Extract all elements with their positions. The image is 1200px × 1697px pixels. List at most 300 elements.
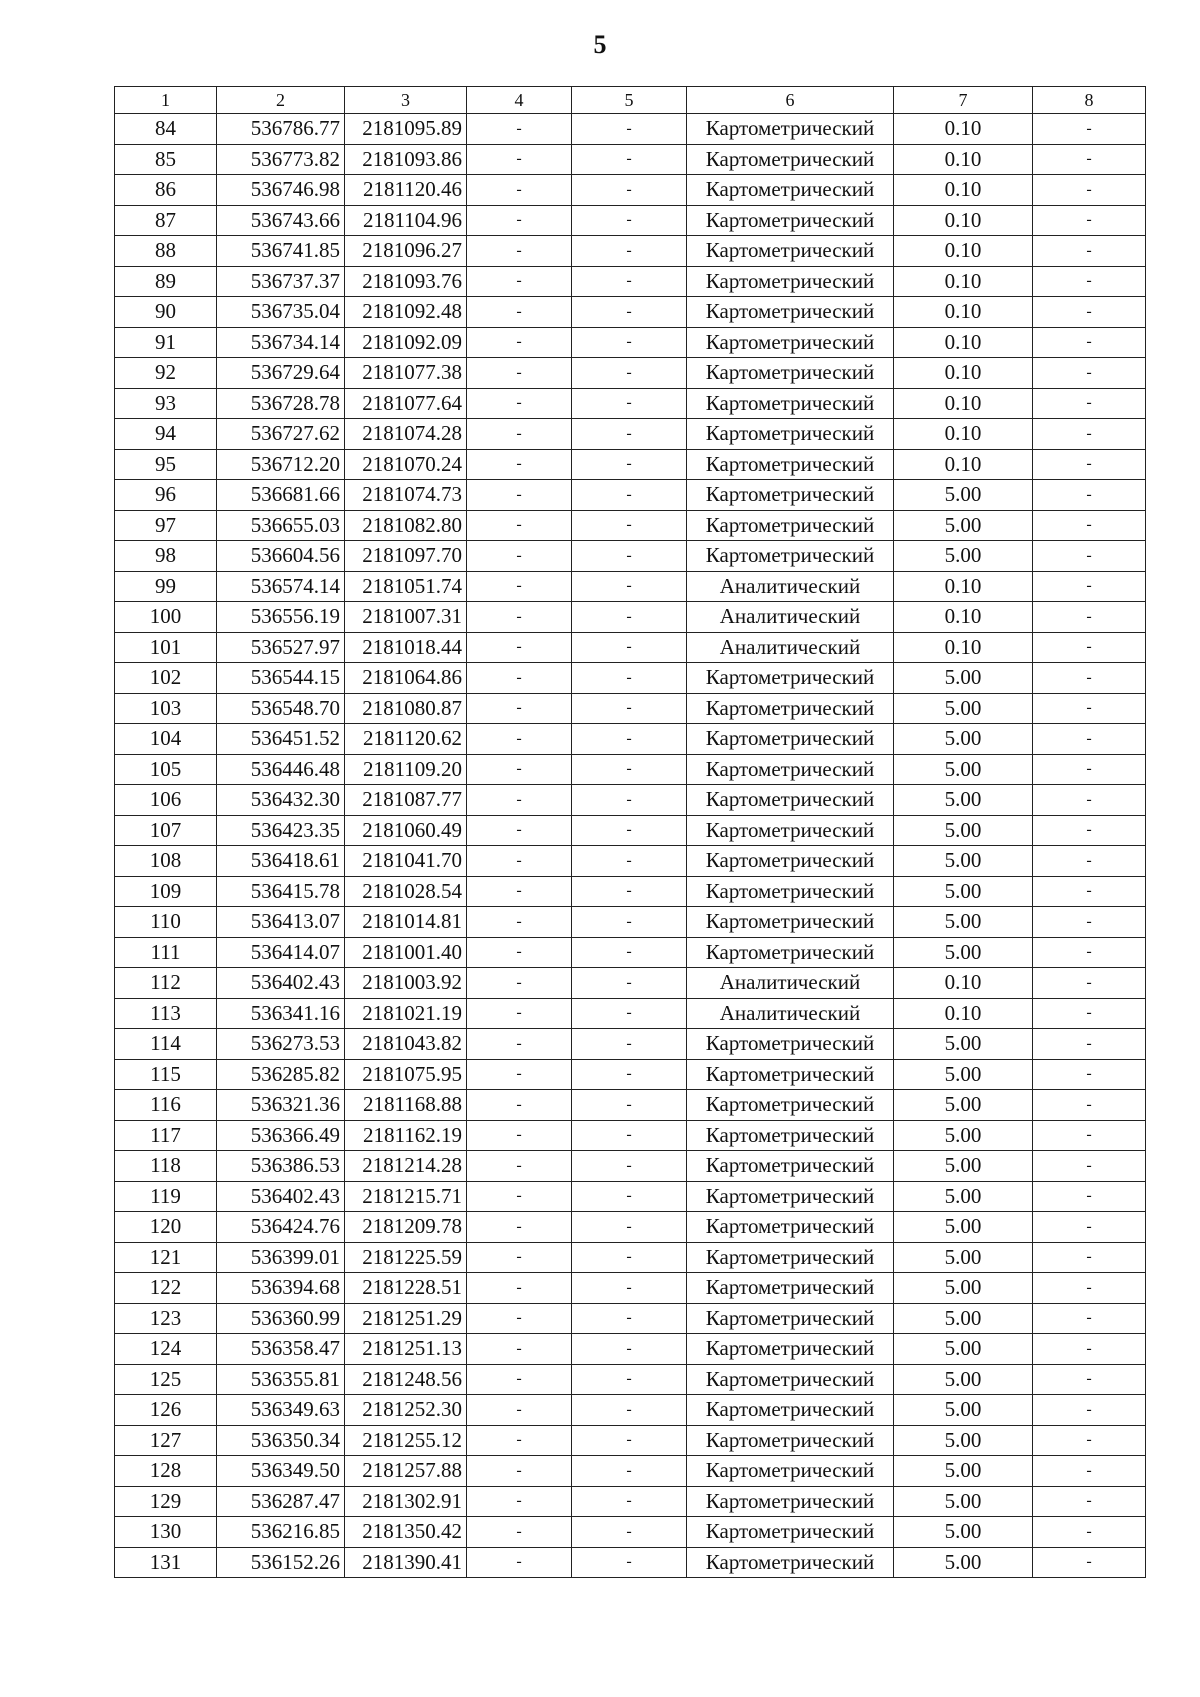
y-coordinate-cell: 2181215.71 <box>345 1181 467 1212</box>
point-number-cell: 92 <box>115 358 217 389</box>
column-8-cell: - <box>1033 1486 1146 1517</box>
column-4-cell: - <box>467 541 572 572</box>
column-4-cell: - <box>467 1151 572 1182</box>
method-cell: Картометрический <box>687 1273 894 1304</box>
table-row <box>115 1395 1146 1426</box>
column-5-cell: - <box>572 998 687 1029</box>
column-4-cell: - <box>467 1303 572 1334</box>
accuracy-cell: 0.10 <box>894 419 1033 450</box>
column-5-cell: - <box>572 876 687 907</box>
x-coordinate-cell: 536432.30 <box>217 785 345 816</box>
accuracy-cell: 0.10 <box>894 114 1033 145</box>
column-5-cell: - <box>572 785 687 816</box>
column-8-cell: - <box>1033 815 1146 846</box>
method-cell: Аналитический <box>687 968 894 999</box>
table-row <box>115 815 1146 846</box>
column-4-cell: - <box>467 1425 572 1456</box>
y-coordinate-cell: 2181350.42 <box>345 1517 467 1548</box>
x-coordinate-cell: 536350.34 <box>217 1425 345 1456</box>
header-cell: 2 <box>217 87 345 114</box>
column-5-cell: - <box>572 1273 687 1304</box>
column-4-cell: - <box>467 1486 572 1517</box>
point-number-cell: 121 <box>115 1242 217 1273</box>
method-cell: Картометрический <box>687 236 894 267</box>
accuracy-cell: 5.00 <box>894 1212 1033 1243</box>
method-cell: Картометрический <box>687 358 894 389</box>
header-cell: 1 <box>115 87 217 114</box>
column-5-cell: - <box>572 1303 687 1334</box>
column-4-cell: - <box>467 724 572 755</box>
column-5-cell: - <box>572 1181 687 1212</box>
page-number: 5 <box>593 30 607 59</box>
method-cell: Картометрический <box>687 1181 894 1212</box>
method-cell: Картометрический <box>687 1059 894 1090</box>
column-4-cell: - <box>467 1212 572 1243</box>
column-4-cell: - <box>467 205 572 236</box>
point-number-cell: 122 <box>115 1273 217 1304</box>
method-cell: Картометрический <box>687 144 894 175</box>
y-coordinate-cell: 2181028.54 <box>345 876 467 907</box>
accuracy-cell: 5.00 <box>894 1425 1033 1456</box>
column-4-cell: - <box>467 907 572 938</box>
method-cell: Картометрический <box>687 205 894 236</box>
table-row <box>115 175 1146 206</box>
accuracy-cell: 0.10 <box>894 236 1033 267</box>
method-cell: Картометрический <box>687 1486 894 1517</box>
column-4-cell: - <box>467 937 572 968</box>
column-5-cell: - <box>572 663 687 694</box>
point-number-cell: 131 <box>115 1547 217 1578</box>
point-number-cell: 126 <box>115 1395 217 1426</box>
x-coordinate-cell: 536451.52 <box>217 724 345 755</box>
y-coordinate-cell: 2181228.51 <box>345 1273 467 1304</box>
column-8-cell: - <box>1033 754 1146 785</box>
y-coordinate-cell: 2181001.40 <box>345 937 467 968</box>
column-8-cell: - <box>1033 480 1146 511</box>
y-coordinate-cell: 2181093.86 <box>345 144 467 175</box>
x-coordinate-cell: 536349.50 <box>217 1456 345 1487</box>
accuracy-cell: 0.10 <box>894 266 1033 297</box>
header-cell: 6 <box>687 87 894 114</box>
accuracy-cell: 5.00 <box>894 846 1033 877</box>
column-4-cell: - <box>467 358 572 389</box>
table-row <box>115 388 1146 419</box>
accuracy-cell: 5.00 <box>894 663 1033 694</box>
accuracy-cell: 5.00 <box>894 876 1033 907</box>
column-4-cell: - <box>467 998 572 1029</box>
method-cell: Аналитический <box>687 602 894 633</box>
accuracy-cell: 0.10 <box>894 358 1033 389</box>
table-row <box>115 114 1146 145</box>
column-8-cell: - <box>1033 144 1146 175</box>
accuracy-cell: 0.10 <box>894 449 1033 480</box>
table-row <box>115 449 1146 480</box>
accuracy-cell: 5.00 <box>894 1059 1033 1090</box>
point-number-cell: 107 <box>115 815 217 846</box>
column-5-cell: - <box>572 144 687 175</box>
column-5-cell: - <box>572 1364 687 1395</box>
y-coordinate-cell: 2181096.27 <box>345 236 467 267</box>
y-coordinate-cell: 2181041.70 <box>345 846 467 877</box>
table-row <box>115 968 1146 999</box>
column-8-cell: - <box>1033 1303 1146 1334</box>
x-coordinate-cell: 536746.98 <box>217 175 345 206</box>
header-cell: 8 <box>1033 87 1146 114</box>
method-cell: Картометрический <box>687 114 894 145</box>
point-number-cell: 90 <box>115 297 217 328</box>
table-row <box>115 1181 1146 1212</box>
method-cell: Картометрический <box>687 815 894 846</box>
method-cell: Картометрический <box>687 1364 894 1395</box>
column-8-cell: - <box>1033 998 1146 1029</box>
accuracy-cell: 5.00 <box>894 937 1033 968</box>
point-number-cell: 93 <box>115 388 217 419</box>
x-coordinate-cell: 536394.68 <box>217 1273 345 1304</box>
accuracy-cell: 0.10 <box>894 602 1033 633</box>
y-coordinate-cell: 2181255.12 <box>345 1425 467 1456</box>
accuracy-cell: 5.00 <box>894 1181 1033 1212</box>
point-number-cell: 86 <box>115 175 217 206</box>
table-row <box>115 1120 1146 1151</box>
point-number-cell: 119 <box>115 1181 217 1212</box>
accuracy-cell: 0.10 <box>894 998 1033 1029</box>
point-number-cell: 117 <box>115 1120 217 1151</box>
column-5-cell: - <box>572 1151 687 1182</box>
accuracy-cell: 5.00 <box>894 815 1033 846</box>
column-8-cell: - <box>1033 205 1146 236</box>
point-number-cell: 108 <box>115 846 217 877</box>
accuracy-cell: 5.00 <box>894 1456 1033 1487</box>
table-row <box>115 1486 1146 1517</box>
method-cell: Аналитический <box>687 571 894 602</box>
point-number-cell: 94 <box>115 419 217 450</box>
column-4-cell: - <box>467 327 572 358</box>
accuracy-cell: 5.00 <box>894 1151 1033 1182</box>
y-coordinate-cell: 2181051.74 <box>345 571 467 602</box>
point-number-cell: 103 <box>115 693 217 724</box>
column-4-cell: - <box>467 846 572 877</box>
column-4-cell: - <box>467 144 572 175</box>
method-cell: Картометрический <box>687 510 894 541</box>
accuracy-cell: 5.00 <box>894 907 1033 938</box>
accuracy-cell: 5.00 <box>894 1486 1033 1517</box>
x-coordinate-cell: 536556.19 <box>217 602 345 633</box>
point-number-cell: 129 <box>115 1486 217 1517</box>
table-row <box>115 358 1146 389</box>
table-row <box>115 480 1146 511</box>
method-cell: Картометрический <box>687 327 894 358</box>
column-5-cell: - <box>572 1395 687 1426</box>
x-coordinate-cell: 536321.36 <box>217 1090 345 1121</box>
table-row <box>115 724 1146 755</box>
table-row <box>115 1334 1146 1365</box>
y-coordinate-cell: 2181092.48 <box>345 297 467 328</box>
accuracy-cell: 5.00 <box>894 1303 1033 1334</box>
column-5-cell: - <box>572 968 687 999</box>
accuracy-cell: 5.00 <box>894 1273 1033 1304</box>
y-coordinate-cell: 2181109.20 <box>345 754 467 785</box>
column-8-cell: - <box>1033 358 1146 389</box>
table-header-row <box>115 87 1146 114</box>
column-4-cell: - <box>467 1120 572 1151</box>
x-coordinate-cell: 536741.85 <box>217 236 345 267</box>
x-coordinate-cell: 536446.48 <box>217 754 345 785</box>
x-coordinate-cell: 536604.56 <box>217 541 345 572</box>
y-coordinate-cell: 2181003.92 <box>345 968 467 999</box>
y-coordinate-cell: 2181064.86 <box>345 663 467 694</box>
point-number-cell: 105 <box>115 754 217 785</box>
point-number-cell: 127 <box>115 1425 217 1456</box>
table-row <box>115 236 1146 267</box>
column-8-cell: - <box>1033 1364 1146 1395</box>
column-5-cell: - <box>572 1212 687 1243</box>
column-4-cell: - <box>467 968 572 999</box>
column-8-cell: - <box>1033 236 1146 267</box>
column-8-cell: - <box>1033 1273 1146 1304</box>
accuracy-cell: 0.10 <box>894 297 1033 328</box>
point-number-cell: 114 <box>115 1029 217 1060</box>
x-coordinate-cell: 536735.04 <box>217 297 345 328</box>
table-row <box>115 419 1146 450</box>
table-row <box>115 1090 1146 1121</box>
method-cell: Картометрический <box>687 754 894 785</box>
column-4-cell: - <box>467 1364 572 1395</box>
column-5-cell: - <box>572 388 687 419</box>
x-coordinate-cell: 536358.47 <box>217 1334 345 1365</box>
column-5-cell: - <box>572 754 687 785</box>
column-4-cell: - <box>467 876 572 907</box>
column-4-cell: - <box>467 236 572 267</box>
table-row <box>115 571 1146 602</box>
point-number-cell: 100 <box>115 602 217 633</box>
method-cell: Картометрический <box>687 907 894 938</box>
y-coordinate-cell: 2181257.88 <box>345 1456 467 1487</box>
column-4-cell: - <box>467 1547 572 1578</box>
accuracy-cell: 5.00 <box>894 541 1033 572</box>
column-8-cell: - <box>1033 1334 1146 1365</box>
y-coordinate-cell: 2181080.87 <box>345 693 467 724</box>
y-coordinate-cell: 2181390.41 <box>345 1547 467 1578</box>
point-number-cell: 98 <box>115 541 217 572</box>
table-row <box>115 693 1146 724</box>
column-5-cell: - <box>572 937 687 968</box>
x-coordinate-cell: 536786.77 <box>217 114 345 145</box>
y-coordinate-cell: 2181097.70 <box>345 541 467 572</box>
point-number-cell: 124 <box>115 1334 217 1365</box>
x-coordinate-cell: 536413.07 <box>217 907 345 938</box>
point-number-cell: 123 <box>115 1303 217 1334</box>
method-cell: Картометрический <box>687 876 894 907</box>
point-number-cell: 95 <box>115 449 217 480</box>
table-row <box>115 1273 1146 1304</box>
table-row <box>115 1364 1146 1395</box>
accuracy-cell: 5.00 <box>894 1547 1033 1578</box>
header-cell: 3 <box>345 87 467 114</box>
accuracy-cell: 0.10 <box>894 388 1033 419</box>
x-coordinate-cell: 536681.66 <box>217 480 345 511</box>
column-8-cell: - <box>1033 876 1146 907</box>
column-5-cell: - <box>572 1334 687 1365</box>
table-row <box>115 1029 1146 1060</box>
method-cell: Картометрический <box>687 1029 894 1060</box>
point-number-cell: 120 <box>115 1212 217 1243</box>
column-5-cell: - <box>572 449 687 480</box>
method-cell: Картометрический <box>687 175 894 206</box>
column-8-cell: - <box>1033 175 1146 206</box>
column-4-cell: - <box>467 1242 572 1273</box>
column-4-cell: - <box>467 480 572 511</box>
table-row <box>115 937 1146 968</box>
point-number-cell: 111 <box>115 937 217 968</box>
table-row <box>115 754 1146 785</box>
y-coordinate-cell: 2181077.64 <box>345 388 467 419</box>
x-coordinate-cell: 536423.35 <box>217 815 345 846</box>
column-8-cell: - <box>1033 1090 1146 1121</box>
x-coordinate-cell: 536424.76 <box>217 1212 345 1243</box>
table-row <box>115 327 1146 358</box>
column-8-cell: - <box>1033 785 1146 816</box>
accuracy-cell: 0.10 <box>894 968 1033 999</box>
column-8-cell: - <box>1033 1029 1146 1060</box>
accuracy-cell: 5.00 <box>894 1395 1033 1426</box>
table-row <box>115 846 1146 877</box>
table-row <box>115 1242 1146 1273</box>
y-coordinate-cell: 2181093.76 <box>345 266 467 297</box>
point-number-cell: 130 <box>115 1517 217 1548</box>
column-5-cell: - <box>572 541 687 572</box>
point-number-cell: 115 <box>115 1059 217 1090</box>
column-4-cell: - <box>467 693 572 724</box>
column-5-cell: - <box>572 602 687 633</box>
table-row <box>115 144 1146 175</box>
column-5-cell: - <box>572 1090 687 1121</box>
point-number-cell: 116 <box>115 1090 217 1121</box>
y-coordinate-cell: 2181077.38 <box>345 358 467 389</box>
column-8-cell: - <box>1033 419 1146 450</box>
column-8-cell: - <box>1033 693 1146 724</box>
y-coordinate-cell: 2181074.73 <box>345 480 467 511</box>
point-number-cell: 101 <box>115 632 217 663</box>
column-5-cell: - <box>572 1120 687 1151</box>
y-coordinate-cell: 2181120.62 <box>345 724 467 755</box>
x-coordinate-cell: 536727.62 <box>217 419 345 450</box>
table-body <box>115 114 1146 1578</box>
column-4-cell: - <box>467 419 572 450</box>
y-coordinate-cell: 2181168.88 <box>345 1090 467 1121</box>
column-8-cell: - <box>1033 388 1146 419</box>
y-coordinate-cell: 2181018.44 <box>345 632 467 663</box>
accuracy-cell: 5.00 <box>894 1334 1033 1365</box>
column-5-cell: - <box>572 907 687 938</box>
x-coordinate-cell: 536386.53 <box>217 1151 345 1182</box>
column-4-cell: - <box>467 1395 572 1426</box>
column-4-cell: - <box>467 1181 572 1212</box>
column-8-cell: - <box>1033 1517 1146 1548</box>
y-coordinate-cell: 2181251.29 <box>345 1303 467 1334</box>
x-coordinate-cell: 536273.53 <box>217 1029 345 1060</box>
column-5-cell: - <box>572 419 687 450</box>
y-coordinate-cell: 2181251.13 <box>345 1334 467 1365</box>
column-5-cell: - <box>572 266 687 297</box>
column-8-cell: - <box>1033 541 1146 572</box>
table-row <box>115 266 1146 297</box>
y-coordinate-cell: 2181104.96 <box>345 205 467 236</box>
accuracy-cell: 0.10 <box>894 175 1033 206</box>
column-4-cell: - <box>467 1334 572 1365</box>
table-row <box>115 1212 1146 1243</box>
column-4-cell: - <box>467 754 572 785</box>
y-coordinate-cell: 2181302.91 <box>345 1486 467 1517</box>
column-4-cell: - <box>467 388 572 419</box>
point-number-cell: 88 <box>115 236 217 267</box>
column-8-cell: - <box>1033 632 1146 663</box>
method-cell: Картометрический <box>687 1517 894 1548</box>
column-5-cell: - <box>572 114 687 145</box>
x-coordinate-cell: 536728.78 <box>217 388 345 419</box>
column-5-cell: - <box>572 327 687 358</box>
column-5-cell: - <box>572 175 687 206</box>
y-coordinate-cell: 2181095.89 <box>345 114 467 145</box>
column-8-cell: - <box>1033 937 1146 968</box>
table-row <box>115 907 1146 938</box>
y-coordinate-cell: 2181082.80 <box>345 510 467 541</box>
table-row <box>115 1059 1146 1090</box>
table-row <box>115 297 1146 328</box>
x-coordinate-cell: 536743.66 <box>217 205 345 236</box>
column-8-cell: - <box>1033 1456 1146 1487</box>
accuracy-cell: 0.10 <box>894 632 1033 663</box>
accuracy-cell: 0.10 <box>894 144 1033 175</box>
method-cell: Картометрический <box>687 480 894 511</box>
column-8-cell: - <box>1033 1212 1146 1243</box>
y-coordinate-cell: 2181225.59 <box>345 1242 467 1273</box>
x-coordinate-cell: 536729.64 <box>217 358 345 389</box>
point-number-cell: 112 <box>115 968 217 999</box>
column-5-cell: - <box>572 724 687 755</box>
accuracy-cell: 0.10 <box>894 571 1033 602</box>
x-coordinate-cell: 536216.85 <box>217 1517 345 1548</box>
method-cell: Картометрический <box>687 1334 894 1365</box>
method-cell: Картометрический <box>687 785 894 816</box>
accuracy-cell: 5.00 <box>894 724 1033 755</box>
point-number-cell: 96 <box>115 480 217 511</box>
table-row <box>115 602 1146 633</box>
accuracy-cell: 5.00 <box>894 693 1033 724</box>
y-coordinate-cell: 2181021.19 <box>345 998 467 1029</box>
column-4-cell: - <box>467 571 572 602</box>
y-coordinate-cell: 2181043.82 <box>345 1029 467 1060</box>
column-4-cell: - <box>467 114 572 145</box>
accuracy-cell: 5.00 <box>894 1090 1033 1121</box>
x-coordinate-cell: 536414.07 <box>217 937 345 968</box>
column-4-cell: - <box>467 1059 572 1090</box>
column-4-cell: - <box>467 266 572 297</box>
point-number-cell: 110 <box>115 907 217 938</box>
method-cell: Картометрический <box>687 1212 894 1243</box>
point-number-cell: 102 <box>115 663 217 694</box>
column-4-cell: - <box>467 297 572 328</box>
method-cell: Картометрический <box>687 541 894 572</box>
column-5-cell: - <box>572 1547 687 1578</box>
method-cell: Картометрический <box>687 663 894 694</box>
point-number-cell: 113 <box>115 998 217 1029</box>
column-4-cell: - <box>467 510 572 541</box>
point-number-cell: 91 <box>115 327 217 358</box>
column-8-cell: - <box>1033 724 1146 755</box>
table-row <box>115 1303 1146 1334</box>
x-coordinate-cell: 536402.43 <box>217 968 345 999</box>
method-cell: Картометрический <box>687 1425 894 1456</box>
